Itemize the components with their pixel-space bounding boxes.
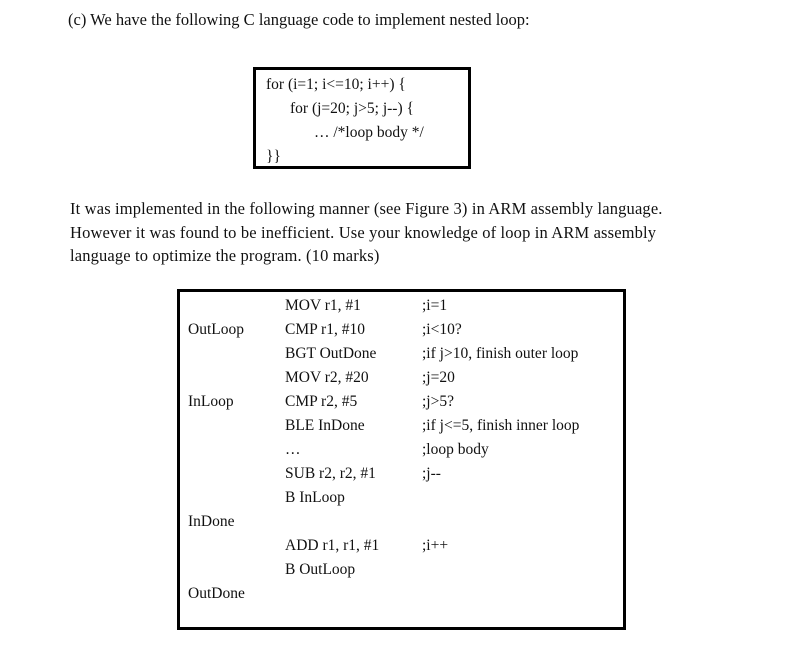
assembly-row — [180, 417, 623, 441]
assembly-row — [180, 513, 623, 537]
assembly-comment: ;i<10? — [422, 321, 462, 338]
assembly-row — [180, 369, 623, 393]
assembly-instruction: MOV r1, #1 — [285, 297, 361, 314]
assembly-row — [180, 345, 623, 369]
c-code-line-3: … /*loop body */ — [314, 124, 424, 141]
assembly-instruction: … — [285, 441, 301, 458]
assembly-instruction: ADD r1, r1, #1 — [285, 537, 380, 554]
assembly-row — [180, 465, 623, 489]
assembly-instruction: B OutLoop — [285, 561, 356, 578]
assembly-comment: ;i++ — [422, 537, 449, 554]
assembly-instruction: B InLoop — [285, 489, 345, 506]
assembly-code-box — [177, 289, 626, 630]
assembly-comment: ;i=1 — [422, 297, 448, 314]
assembly-comment: ;loop body — [422, 441, 489, 458]
assembly-row — [180, 561, 623, 585]
assembly-row — [180, 585, 623, 609]
assembly-comment: ;j>5? — [422, 393, 454, 410]
assembly-instruction: SUB r2, r2, #1 — [285, 465, 376, 482]
assembly-instruction: BGT OutDone — [285, 345, 377, 362]
assembly-row — [180, 441, 623, 465]
assembly-label: OutLoop — [188, 321, 244, 338]
c-code-line-2: for (j=20; j>5; j--) { — [290, 100, 414, 117]
paragraph-line: language to optimize the program. (10 marks) — [70, 246, 380, 265]
instruction-paragraph — [70, 197, 750, 268]
assembly-row — [180, 393, 623, 417]
assembly-row — [180, 489, 623, 513]
assembly-row — [180, 321, 623, 345]
paragraph-line: However it was found to be inefficient. Use your knowledge of loop in ARM assembly — [70, 222, 657, 242]
c-code-line-1: for (i=1; i<=10; i++) { — [266, 76, 406, 93]
assembly-row — [180, 537, 623, 561]
assembly-label: InDone — [188, 513, 235, 530]
assembly-row — [180, 297, 623, 321]
question-heading: (c) We have the following C language code to implement nested loop: — [68, 10, 530, 29]
assembly-instruction: MOV r2, #20 — [285, 369, 369, 386]
assembly-label: InLoop — [188, 393, 234, 410]
paragraph-line: It was implemented in the following manner (see Figure 3) in ARM assembly language. — [70, 199, 663, 218]
assembly-instruction: CMP r2, #5 — [285, 393, 358, 410]
assembly-comment: ;j-- — [422, 465, 441, 482]
assembly-instruction: CMP r1, #10 — [285, 321, 365, 338]
assembly-comment: ;if j<=5, finish inner loop — [422, 417, 580, 434]
assembly-comment: ;j=20 — [422, 369, 455, 386]
assembly-comment: ;if j>10, finish outer loop — [422, 345, 579, 362]
assembly-instruction: BLE InDone — [285, 417, 365, 434]
c-code-box — [253, 67, 471, 169]
c-code-line-4: }} — [266, 148, 281, 165]
assembly-label: OutDone — [188, 585, 245, 602]
